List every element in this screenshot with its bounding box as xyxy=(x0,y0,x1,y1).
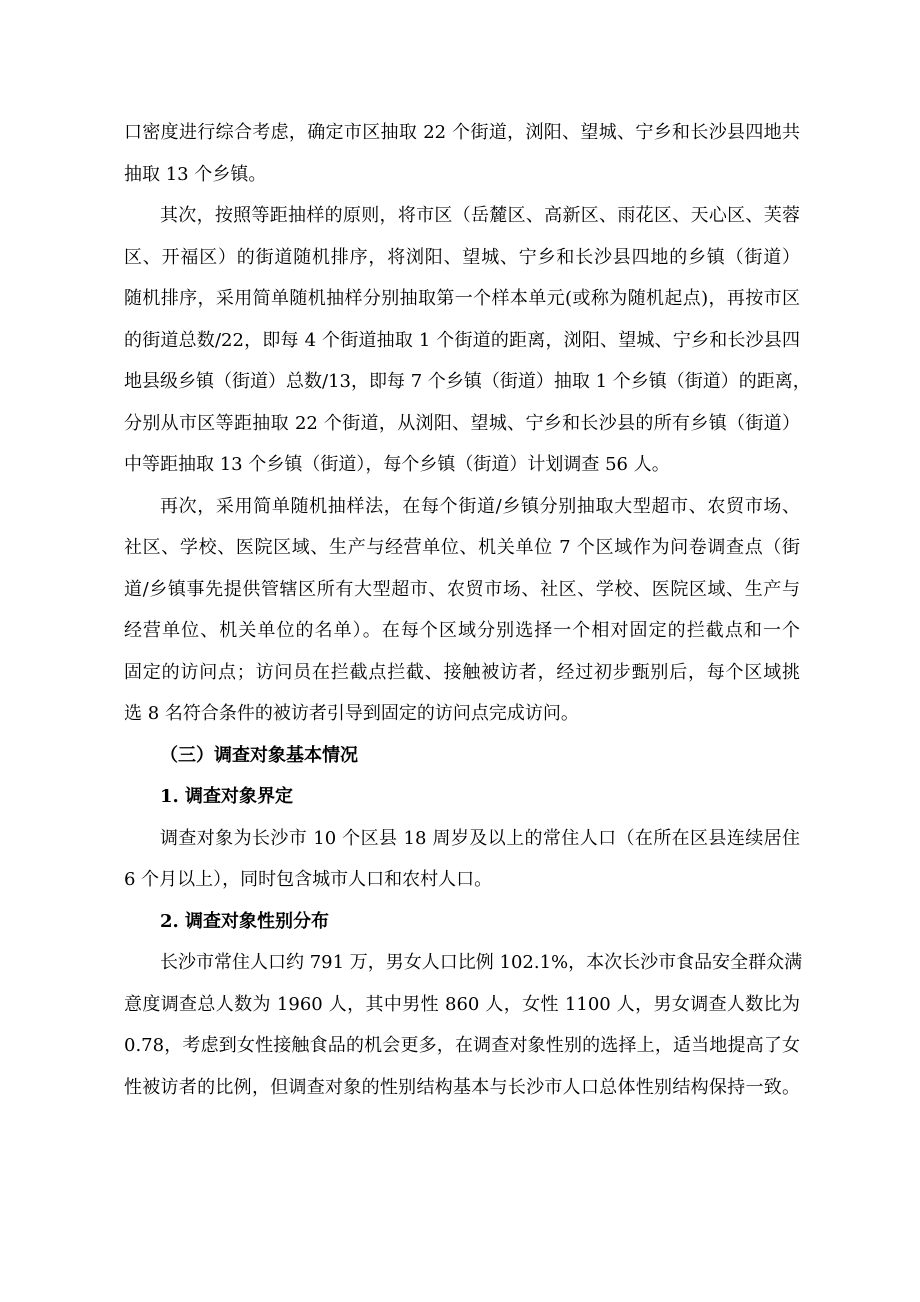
text-line: 再次，采用简单随机抽样法，在每个街道/乡镇分别抽取大型超市、农贸市场、 xyxy=(160,495,800,517)
text-line: 长沙市常住人口约 791 万，男女人口比例 102.1%，本次长沙市食品安全群众满 xyxy=(160,952,803,973)
subsection-heading: 1. 调查对象界定 xyxy=(160,786,294,807)
text-line: 分别从市区等距抽取 22 个街道，从浏阳、望城、宁乡和长沙县的所有乡镇（街道） xyxy=(124,412,800,434)
text-line: 调查对象为长沙市 10 个区县 18 周岁及以上的常住人口（在所在区县连续居住 xyxy=(160,827,800,849)
section-heading: （三）调查对象基本情况 xyxy=(160,744,358,766)
text-line: 社区、学校、医院区域、生产与经营单位、机关单位 7 个区域作为问卷调查点（街 xyxy=(124,537,800,558)
paragraph-2 xyxy=(124,195,811,486)
text-line: 6 个月以上），同时包含城市人口和农村人口。 xyxy=(124,869,493,890)
text-line: 其次，按照等距抽样的原则，将市区（岳麓区、高新区、雨花区、天心区、芙蓉 xyxy=(160,205,800,226)
paragraph-1 xyxy=(124,112,800,195)
text-line: 口密度进行综合考虑，确定市区抽取 22 个街道，浏阳、望城、宁乡和长沙县四地共 xyxy=(124,122,800,143)
subsection-heading: 2. 调查对象性别分布 xyxy=(160,910,330,932)
text-line: 选 8 名符合条件的被访者引导到固定的访问点完成访问。 xyxy=(124,703,579,724)
text-line: 抽取 13 个乡镇。 xyxy=(124,163,267,185)
text-line: 的街道总数/22，即每 4 个街道抽取 1 个街道的距离，浏阳、望城、宁乡和长沙县四 xyxy=(124,329,800,351)
text-line: 随机排序，采用简单随机抽样分别抽取第一个样本单元(或称为随机起点)，再按市区 xyxy=(124,288,800,309)
paragraph-4 xyxy=(124,818,800,901)
text-line: 地县级乡镇（街道）总数/13，即每 7 个乡镇（街道）抽取 1 个乡镇（街道）的距离， xyxy=(124,371,811,392)
text-line: 中等距抽取 13 个乡镇（街道），每个乡镇（街道）计划调查 56 人。 xyxy=(124,454,670,475)
text-line: 经营单位、机关单位的名单）。在每个区域分别选择一个相对固定的拦截点和一个 xyxy=(124,620,800,641)
paragraph-5 xyxy=(124,942,803,1108)
text-line: 性被访者的比例，但调查对象的性别结构基本与长沙市人口总体性别结构保持一致。 xyxy=(124,1076,800,1098)
document-page xyxy=(124,112,811,1108)
text-line: 意度调查总人数为 1960 人，其中男性 860 人，女性 1100 人，男女调查人数比为 xyxy=(124,993,800,1015)
text-line: 区、开福区）的街道随机排序，将浏阳、望城、宁乡和长沙县四地的乡镇（街道） xyxy=(124,246,800,268)
text-line: 道/乡镇事先提供管辖区所有大型超市、农贸市场、社区、学校、医院区域、生产与 xyxy=(124,578,800,600)
text-line: 0.78，考虑到女性接触食品的机会更多，在调查对象性别的选择上，适当地提高了女 xyxy=(124,1035,800,1056)
text-line: 固定的访问点；访问员在拦截点拦截、接触被访者，经过初步甄别后，每个区域挑 xyxy=(124,661,800,683)
paragraph-3 xyxy=(124,486,800,735)
